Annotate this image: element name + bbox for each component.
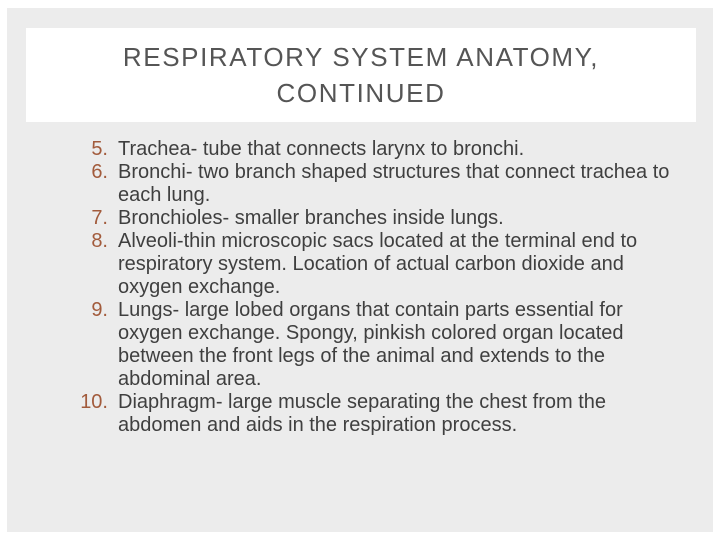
list-item	[40, 207, 680, 230]
list-item	[40, 161, 680, 207]
list-item-number: 8.	[91, 230, 108, 252]
slide-title	[26, 39, 696, 111]
list-item-text: Lungs- large lobed organs that contain parts essential for oxygen exchange. Spongy, pinkish colored organ located between the front legs of the animal and extends to the abdominal area.	[118, 299, 624, 390]
anatomy-list	[40, 138, 680, 437]
list-item-text: Diaphragm- large muscle separating the chest from the abdomen and aids in the respiration process.	[118, 391, 607, 436]
list-item	[40, 138, 680, 161]
title-box	[26, 28, 696, 122]
list-item-text: Alveoli-thin microscopic sacs located at the terminal end to respiratory system. Location of actual carbon dioxide and oxygen exchange.	[118, 230, 638, 298]
list-item-number: 10.	[80, 391, 108, 413]
list-item-number: 9.	[91, 299, 108, 321]
list-item-text: Bronchi- two branch shaped structures that connect trachea to each lung.	[118, 161, 670, 206]
list-item-number: 7.	[91, 207, 108, 229]
list-item-number: 6.	[91, 161, 108, 183]
list-item	[40, 299, 680, 391]
list-item-text: Bronchioles- smaller branches inside lungs.	[118, 207, 504, 229]
list-item	[40, 230, 680, 299]
list-item	[40, 391, 680, 437]
list-item-text: Trachea- tube that connects larynx to bronchi.	[118, 138, 525, 160]
list-item-number: 5.	[91, 138, 108, 160]
title-line-1: RESPIRATORY SYSTEM ANATOMY,	[122, 42, 600, 72]
title-line-2: CONTINUED	[276, 78, 446, 108]
